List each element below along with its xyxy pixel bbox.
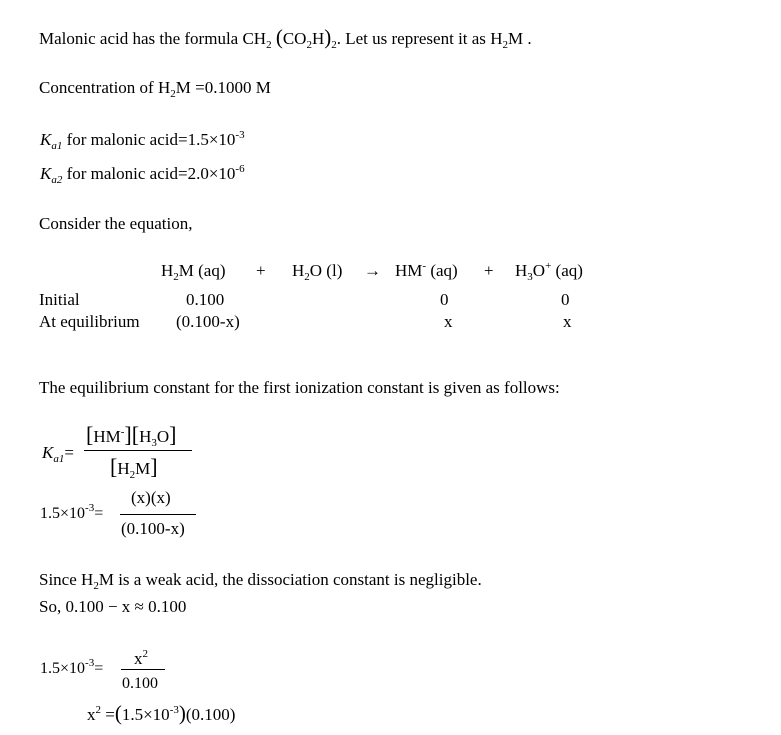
weak-acid-line: Since $H_2M$ is a weak acid, the dissociation constant is negligible. (39, 570, 482, 592)
expr1-fraction-bar (84, 450, 192, 451)
expr2-numerator: (x)(x) (131, 488, 171, 507)
reactant-h2o: $H_2O$ (l) (292, 261, 343, 283)
expr1-numerator: $[HM^-][H_3O]$ (86, 422, 177, 449)
formula-h2m: $H_2M$ (490, 29, 524, 51)
reactant-h2m: $H_2M$ (aq) (161, 261, 226, 283)
expr4: $x^2 =(1.5\times 10^{-3})(0.100)$ (87, 701, 236, 725)
formula-ch2: $CH_2$ (242, 29, 272, 51)
expr2-lhs: $1.5\times 10^{-3}=$ (40, 502, 104, 522)
reaction-arrow: → (364, 261, 381, 280)
intro-text-2: . Let us represent it as (336, 29, 491, 48)
initial-h2m: 0.100 (186, 290, 225, 309)
intro-text: Malonic acid has the formula (39, 29, 243, 48)
concentration-line: Concentration of $H_2M =0.1000$ M (39, 78, 271, 100)
product-hm: HM- (aq) (395, 260, 458, 280)
equilibrium-label: At equilibrium (39, 312, 140, 331)
intro-line: Malonic acid has the formula $CH_2$ $(CO_2H)_2$. Let us represent it as $H_2M$ . (39, 25, 532, 51)
equilibrium-h2m: (0.100-x) (176, 312, 240, 331)
equilibrium-h3o: x (563, 312, 572, 331)
expr1-denominator: $[H_2M]$ (110, 454, 158, 481)
expr3-fraction-bar (121, 669, 165, 670)
ka2-line: $K_{a2}$ for malonic $acid=2.0\times 10^{-6}$ (40, 163, 245, 186)
initial-hm: 0 (440, 290, 449, 309)
expr1-lhs: $K_{a1}=$ (42, 443, 74, 465)
product-h3o: $H_3O^+$ (aq) (515, 260, 583, 283)
plus-sign-2: + (484, 261, 494, 280)
formula-co: CO (282, 29, 307, 48)
approximation-line: So, 0.100 − x ≈ 0.100 (39, 597, 187, 616)
constant-intro: The equilibrium constant for the first ionization constant is given as follows: (39, 378, 560, 397)
expr2-denominator: (0.100-x) (121, 519, 185, 538)
plus-sign-1: + (256, 261, 266, 280)
equilibrium-hm: x (444, 312, 453, 331)
expr3-numerator: $x^2$ (134, 648, 148, 668)
expr3-denominator: 0.100 (122, 675, 158, 692)
initial-h3o: 0 (561, 290, 570, 309)
initial-label: Initial (39, 290, 80, 309)
consider-line: Consider the equation, (39, 214, 193, 233)
ka1-line: $K_{a1}$ for malonic $acid=1.5\times 10^{-3}$ (40, 129, 245, 152)
concentration-value: =0.1000 M (190, 78, 271, 97)
expr3-lhs: $1.5\times 10^{-3}=$ (40, 657, 104, 677)
expr2-fraction-bar (120, 514, 196, 515)
